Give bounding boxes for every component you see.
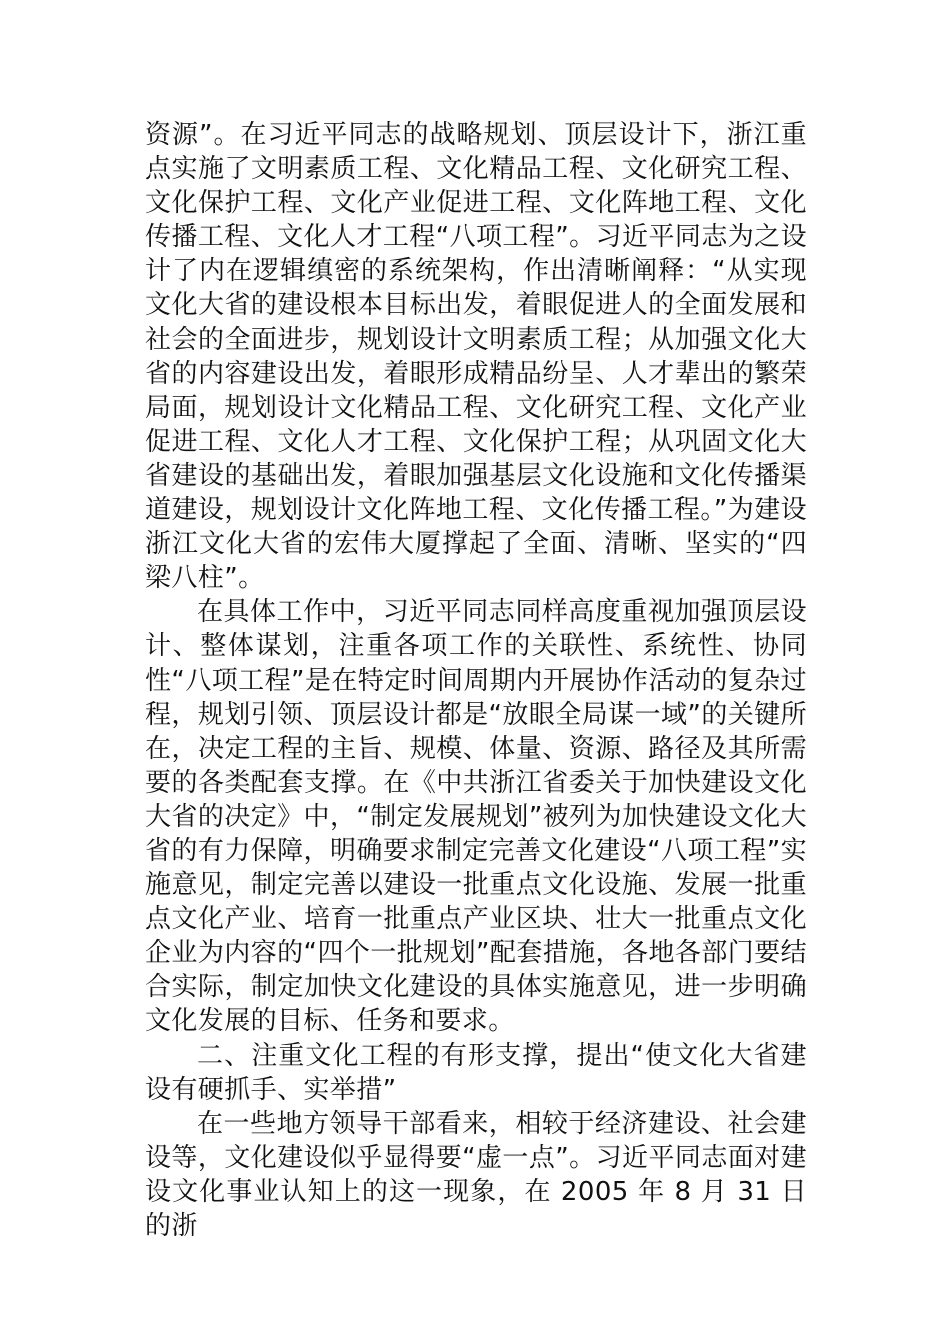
paragraph-top-level-design: 在具体工作中，习近平同志同样高度重视加强顶层设计、整体谋划，注重各项工作的关联性、系统性、协同性“八项工程”是在特定时间周期内开展协作活动的复杂过程，规划引领、顶层设计都是“放眼全局谋一域”的关键所在，决定工程的主旨、规模、体量、资源、路径及其所需要的各类配套支撑。在《中共浙江省委关于加快建设文化大省的决定》中，“制定发展规划”被列为加快建设文化大省的有力保障，明确要求制定完善文化建设“八项工程”实施意见，制定完善以建设一批重点文化设施、发展一批重点文化产业、培育一批重点产业区块、壮大一批重点文化企业为内容的“四个一批规划”配套措施，各地各部门要结合实际，制定加快文化建设的具体实施意见，进一步明确文化发展的目标、任务和要求。 xyxy=(145,597,807,1037)
document-page xyxy=(145,118,807,1243)
paragraph-eight-projects-architecture: 资源”。在习近平同志的战略规划、顶层设计下，浙江重点实施了文明素质工程、文化精品工程、文化研究工程、文化保护工程、文化产业促进工程、文化阵地工程、文化传播工程、文化人才工程“八项工程”。习近平同志为之设计了内在逻辑缜密的系统架构，作出清晰阐释：“从实现文化大省的建设根本目标出发，着眼促进人的全面发展和社会的全面进步，规划设计文明素质工程；从加强文化大省的内容建设出发，着眼形成精品纷呈、人才辈出的繁荣局面，规划设计文化精品工程、文化研究工程、文化产业促进工程、文化人才工程、文化保护工程；从巩固文化大省建设的基础出发，着眼加强基层文化设施和文化传播渠道建设，规划设计文化阵地工程、文化传播工程。”为建设浙江文化大省的宏伟大厦撑起了全面、清晰、坚实的“四梁八柱”。 xyxy=(145,120,807,594)
section-heading-two: 二、注重文化工程的有形支撑，提出“使文化大省建设有硬抓手、实举措” xyxy=(145,1040,807,1105)
paragraph-cultural-construction: 在一些地方领导干部看来，相较于经济建设、社会建设等，文化建设似乎显得要“虚一点”。习近平同志面对建设文化事业认知上的这一现象，在 2005 年 8 月 31 日的浙 xyxy=(145,1108,807,1241)
